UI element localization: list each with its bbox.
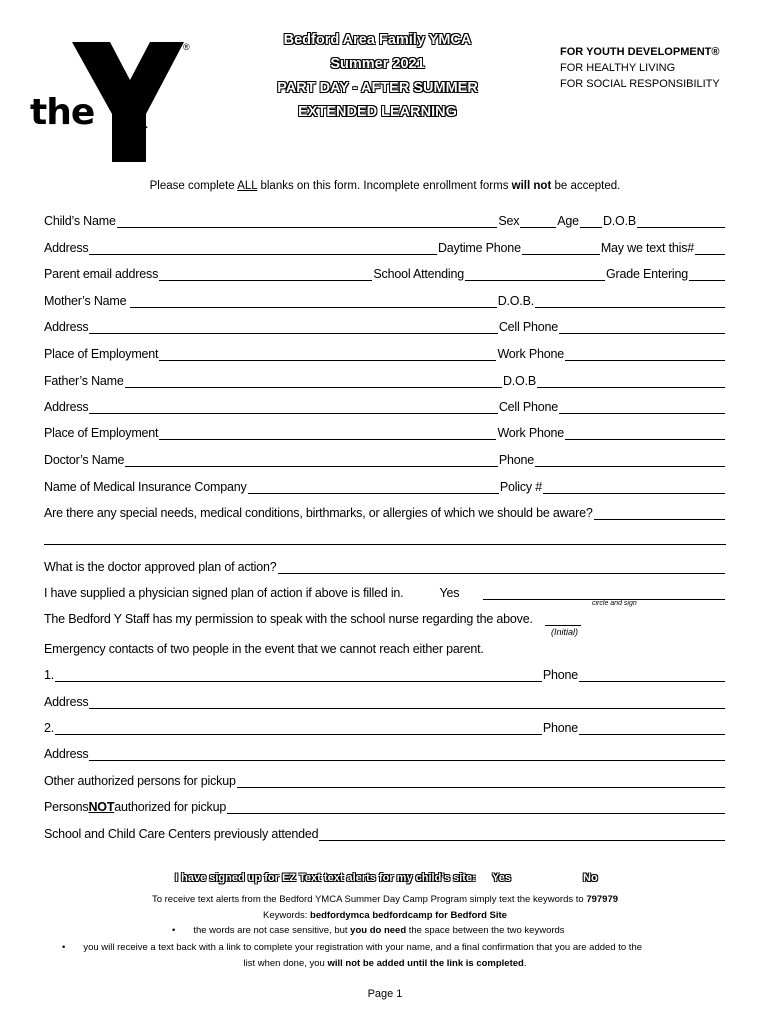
mother-cell-field[interactable]	[559, 320, 725, 334]
daytime-phone-field[interactable]	[522, 241, 600, 255]
logo-the-text: the	[30, 92, 95, 133]
intro-will-not: will not	[511, 180, 552, 192]
father-address-row	[44, 396, 726, 414]
mother-dob-label: D.O.B.	[497, 294, 534, 308]
title-line-3: PART DAY - AFTER SUMMER	[277, 80, 478, 96]
parent-email-row	[44, 263, 726, 281]
father-row	[44, 370, 726, 388]
policy-label: Policy #	[499, 480, 542, 494]
bullet-2-a: you will receive a text back with a link to complete your registration with your name, and a final confirmation that you are added to the	[83, 942, 643, 953]
contact-1-phone-label: Phone	[542, 668, 578, 682]
supplied-plan-signature-field[interactable]	[483, 586, 725, 600]
school-centers-label: School and Child Care Centers previously attended	[44, 827, 319, 841]
fathers-name-field[interactable]	[125, 374, 502, 388]
contact-2-number: 2.	[44, 721, 55, 735]
tagline-youth: FOR YOUTH DEVELOPMENT®	[560, 46, 720, 58]
intro-part-a: Please complete	[149, 180, 238, 192]
school-centers-row	[44, 823, 726, 841]
contact-2-address-row	[44, 743, 726, 761]
emergency-label: Emergency contacts of two people in the event that we cannot reach either parent.	[44, 642, 484, 656]
bullet-2-c: will not be added until the link is completed	[327, 958, 524, 969]
school-attending-label: School Attending	[373, 267, 465, 281]
mother-employment-label: Place of Employment	[44, 347, 159, 361]
child-info-row	[44, 210, 726, 228]
bullet-2-dot: •	[62, 942, 66, 953]
bullet-1-a: the words are not case sensitive, but	[193, 925, 351, 936]
father-dob-field[interactable]	[537, 374, 725, 388]
policy-field[interactable]	[543, 480, 725, 494]
instructions	[0, 180, 770, 192]
bullet-2	[62, 942, 732, 953]
title-line-2: Summer 2021	[330, 56, 425, 72]
doctor-plan-row	[44, 556, 726, 574]
ymca-tagline	[560, 44, 720, 92]
special-needs-row	[44, 502, 726, 520]
daytime-phone-label: Daytime Phone	[437, 241, 521, 255]
contact-2-phone-field[interactable]	[579, 721, 725, 735]
contact-2-row	[44, 717, 726, 735]
contact-1-number: 1.	[44, 668, 55, 682]
supplied-plan-yes[interactable]: Yes	[439, 586, 460, 600]
child-dob-field[interactable]	[637, 214, 725, 228]
ez-text-label: I have signed up for EZ Text text alerts for my child’s site:	[175, 872, 476, 884]
may-text-label: May we text this#	[600, 241, 694, 255]
contact-1-name-field[interactable]	[55, 668, 542, 682]
nurse-initial-field[interactable]	[545, 612, 581, 626]
contact-1-address-field[interactable]	[89, 695, 725, 709]
contact-2-phone-label: Phone	[542, 721, 578, 735]
text-info-line2	[0, 910, 770, 921]
contact-1-row	[44, 664, 726, 682]
insurance-label: Name of Medical Insurance Company	[44, 480, 247, 494]
child-name-label: Child’s Name	[44, 214, 116, 228]
bullet-2-d: .	[523, 958, 527, 969]
title-line-1: Bedford Area Family YMCA	[283, 32, 472, 48]
father-work-phone-label: Work Phone	[497, 426, 564, 440]
address-label: Address	[44, 241, 89, 255]
father-cell-field[interactable]	[559, 400, 725, 414]
intro-all: ALL	[237, 180, 258, 192]
grade-entering-field[interactable]	[689, 267, 725, 281]
sex-label: Sex	[498, 214, 520, 228]
mothers-name-field[interactable]	[130, 294, 496, 308]
keywords-value: bedfordymca bedfordcamp for Bedford Site	[310, 910, 507, 921]
contact-1-phone-field[interactable]	[579, 668, 725, 682]
doctors-name-field[interactable]	[125, 453, 498, 467]
not-authorized-row	[44, 796, 726, 814]
initial-hint: (Initial)	[551, 627, 579, 637]
bullet-1-dot: •	[172, 925, 176, 936]
keywords-label: Keywords:	[263, 910, 311, 921]
ez-yes-option[interactable]: Yes	[492, 872, 511, 884]
contact-2-address-label: Address	[44, 747, 89, 761]
address-field[interactable]	[89, 241, 436, 255]
special-needs-extra-line[interactable]	[44, 544, 726, 545]
bullet-2-b: list when done, you	[243, 958, 328, 969]
insurance-field[interactable]	[248, 480, 499, 494]
mother-employment-row	[44, 343, 726, 361]
father-employment-row	[44, 422, 726, 440]
mother-work-phone-field[interactable]	[565, 347, 725, 361]
doctor-phone-label: Phone	[498, 453, 534, 467]
parent-email-field[interactable]	[159, 267, 372, 281]
logo-ymca-text: YMCA	[122, 121, 151, 155]
child-dob-label: D.O.B	[602, 214, 636, 228]
mother-address-field[interactable]	[89, 320, 497, 334]
not-authorized-field[interactable]	[227, 800, 725, 814]
doctor-plan-field[interactable]	[278, 560, 725, 574]
tagline-healthy: FOR HEALTHY LIVING	[560, 62, 676, 74]
doctors-name-label: Doctor’s Name	[44, 453, 125, 467]
other-authorized-field[interactable]	[237, 774, 725, 788]
mother-dob-field[interactable]	[535, 294, 725, 308]
form-title	[240, 28, 515, 124]
age-label: Age	[557, 214, 579, 228]
insurance-row	[44, 476, 726, 494]
tagline-social: FOR SOCIAL RESPONSIBILITY	[560, 78, 720, 90]
school-centers-field[interactable]	[319, 827, 725, 841]
bullet-1-b: you do need	[350, 925, 407, 936]
emergency-row	[44, 638, 726, 656]
page-number: Page 1	[367, 988, 403, 1000]
title-line-4: EXTENDED LEARNING	[298, 104, 457, 120]
school-attending-field[interactable]	[465, 267, 605, 281]
contact-2-name-field[interactable]	[55, 721, 542, 735]
father-employment-label: Place of Employment	[44, 426, 159, 440]
circle-sign-hint: circle and sign	[592, 600, 637, 607]
mother-address-row	[44, 316, 726, 334]
mother-row	[44, 290, 726, 308]
child-name-field[interactable]	[117, 214, 498, 228]
persons-label-b: authorized for pickup	[114, 800, 227, 814]
logo-registered-mark: ®	[183, 42, 190, 52]
contact-1-address-label: Address	[44, 695, 89, 709]
mother-employment-field[interactable]	[159, 347, 496, 361]
father-dob-label: D.O.B	[502, 374, 536, 388]
father-cell-label: Cell Phone	[498, 400, 558, 414]
mother-work-phone-label: Work Phone	[497, 347, 564, 361]
bullet-2-line2	[0, 958, 770, 969]
sex-field[interactable]	[520, 214, 556, 228]
mother-address-label: Address	[44, 320, 89, 334]
text-info-line1-a: To receive text alerts from the Bedford YMCA Summer Day Camp Program simply text the keywords to	[151, 894, 587, 905]
supplied-plan-label: I have supplied a physician signed plan of action if above is filled in.	[44, 586, 404, 600]
bullet-1-c: the space between the two keywords	[406, 925, 565, 936]
ez-no-option[interactable]: No	[583, 872, 598, 884]
father-address-field[interactable]	[89, 400, 497, 414]
nurse-permission-row	[44, 608, 726, 626]
supplied-plan-row	[44, 582, 726, 600]
intro-part-b: blanks on this form. Incomplete enrollment forms	[257, 180, 512, 192]
persons-not-label: NOT	[88, 800, 115, 814]
father-address-label: Address	[44, 400, 89, 414]
mothers-name-label: Mother’s Name	[44, 294, 127, 308]
contact-1-address-row	[44, 691, 726, 709]
grade-entering-label: Grade Entering	[606, 267, 688, 281]
doctor-plan-label: What is the doctor approved plan of action?	[44, 560, 277, 574]
special-needs-label: Are there any special needs, medical conditions, birthmarks, or allergies of which we should be aware?	[44, 506, 593, 520]
doctor-row	[44, 449, 726, 467]
contact-2-address-field[interactable]	[89, 747, 725, 761]
mother-cell-label: Cell Phone	[498, 320, 558, 334]
intro-part-c: be accepted.	[551, 180, 621, 192]
nurse-permission-label: The Bedford Y Staff has my permission to speak with the school nurse regarding the above.	[44, 612, 533, 626]
other-authorized-label: Other authorized persons for pickup	[44, 774, 236, 788]
text-info-line1	[0, 894, 770, 905]
parent-email-label: Parent email address	[44, 267, 159, 281]
special-needs-field[interactable]	[594, 506, 725, 520]
father-employment-field[interactable]	[159, 426, 496, 440]
doctor-phone-field[interactable]	[535, 453, 725, 467]
bullet-1	[172, 925, 565, 936]
text-shortcode: 797979	[586, 894, 619, 905]
other-authorized-row	[44, 770, 726, 788]
may-text-field[interactable]	[695, 241, 725, 255]
persons-label-a: Persons	[44, 800, 89, 814]
address-row	[44, 237, 726, 255]
age-field[interactable]	[580, 214, 602, 228]
fathers-name-label: Father’s Name	[44, 374, 124, 388]
father-work-phone-field[interactable]	[565, 426, 725, 440]
